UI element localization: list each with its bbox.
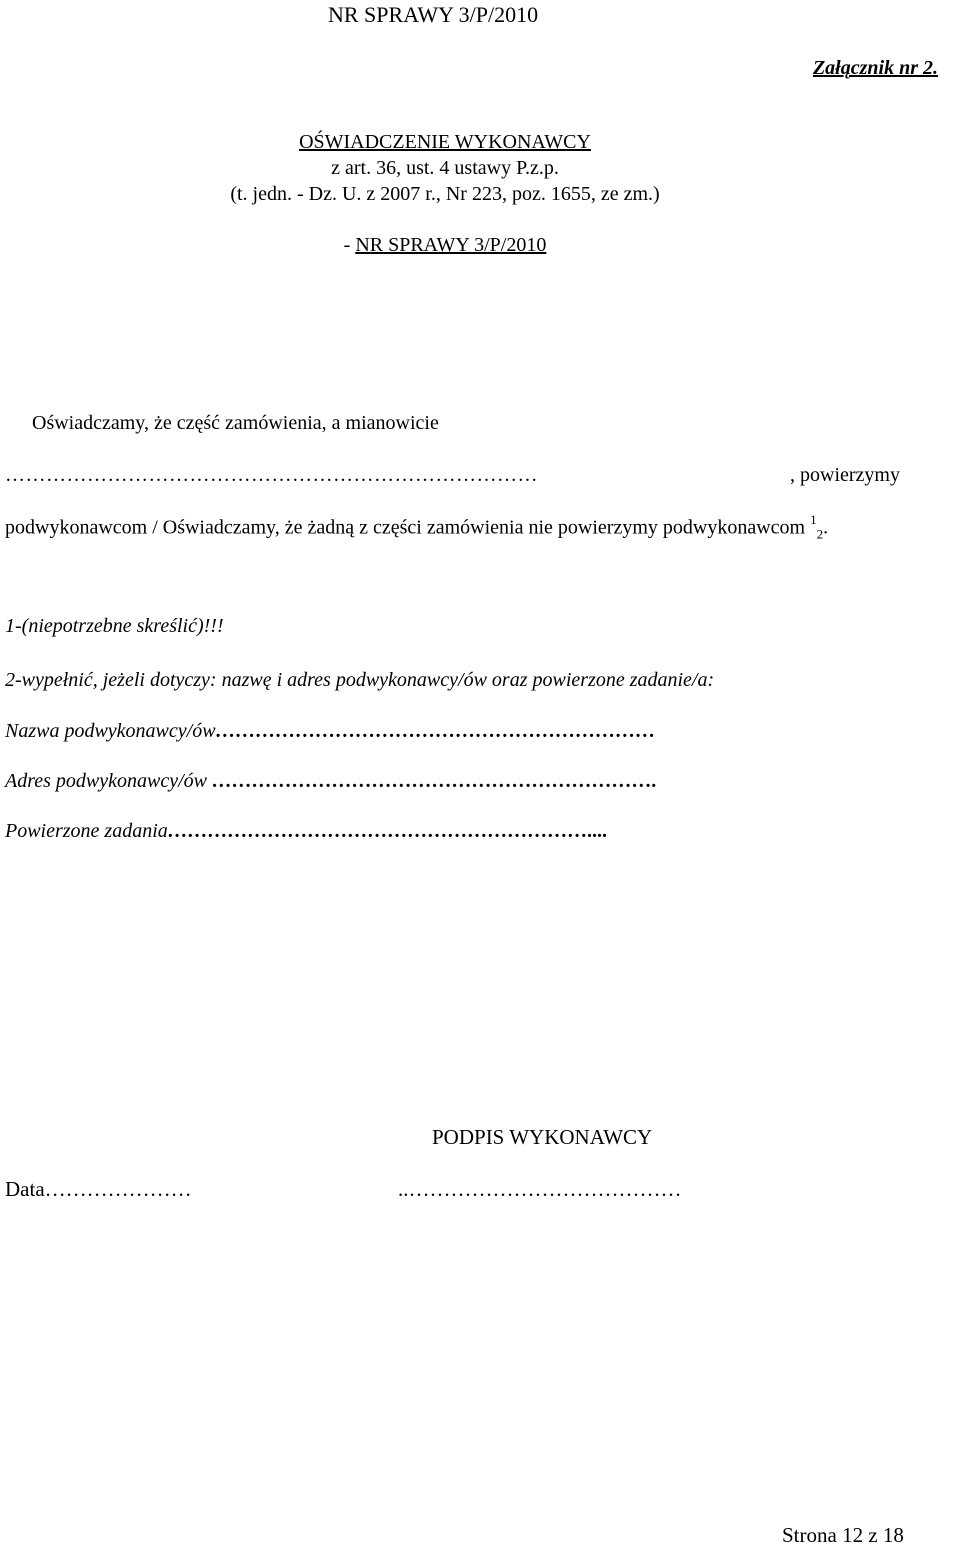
annex-label: Załącznik nr 2. xyxy=(812,57,938,79)
subcontractor-address-label: Adres podwykonawcy/ów xyxy=(5,770,213,792)
footnote-ref-2: 2 xyxy=(816,526,824,542)
declaration-dotted-line: …………………………………………………………………… xyxy=(5,464,538,486)
subcontractor-address-field xyxy=(5,770,657,793)
footnote-2: 2-wypełnić, jeżeli dotyczy: nazwę i adres podwykonawcy/ów oraz powierzone zadanie/a: xyxy=(5,669,715,691)
date-field: Data………………… xyxy=(5,1177,192,1201)
assigned-tasks-field xyxy=(5,820,608,843)
footnote-ref-1: 1 xyxy=(810,512,817,527)
legal-basis-line: z art. 36, ust. 4 ustawy P.z.p. xyxy=(331,157,559,179)
page-number: Strona 12 z 18 xyxy=(782,1523,904,1547)
signature-line: ..………………………………… xyxy=(398,1177,682,1201)
page-header-case-number: NR SPRAWY 3/P/2010 xyxy=(328,2,539,27)
footnote-1: 1-(niepotrzebne skreślić)!!! xyxy=(5,615,224,637)
document-title: OŚWIADCZENIE WYKONAWCY xyxy=(299,131,591,153)
assigned-tasks-label: Powierzone zadania xyxy=(5,820,168,842)
declaration-paragraph-3-text: podwykonawcom / Oświadczamy, że żadną z części zamówienia nie powierzymy podwykonawcom xyxy=(5,516,811,539)
declaration-paragraph-3-end: . xyxy=(823,516,829,539)
declaration-paragraph-2-tail: , powierzymy xyxy=(790,464,900,486)
subcontractor-address-dots: …………………………………………………………. xyxy=(212,770,658,792)
assigned-tasks-dots: ……………………………………………………….... xyxy=(167,820,608,842)
subcontractor-name-dots: ………………………………………………………… xyxy=(215,720,656,742)
contractor-signature-title: PODPIS WYKONAWCY xyxy=(432,1125,653,1149)
subcontractor-name-label: Nazwa podwykonawcy/ów xyxy=(5,720,216,742)
case-number-line xyxy=(0,234,890,257)
case-number-prefix: - xyxy=(343,234,356,256)
legal-citation-line: (t. jedn. - Dz. U. z 2007 r., Nr 223, poz. 1655, ze zm.) xyxy=(230,183,660,205)
subcontractor-name-field xyxy=(5,720,656,743)
case-number-underlined: NR SPRAWY 3/P/2010 xyxy=(355,234,547,256)
declaration-paragraph-1: Oświadczamy, że część zamówienia, a mianowicie xyxy=(32,412,439,434)
declaration-paragraph-3 xyxy=(5,514,828,543)
